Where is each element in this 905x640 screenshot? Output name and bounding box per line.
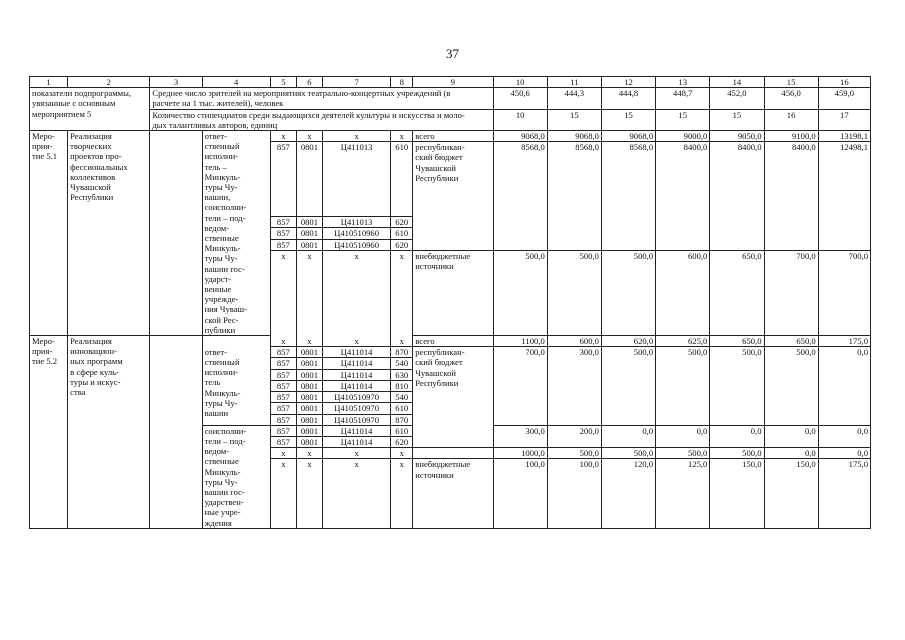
- code-cell: х: [391, 336, 413, 347]
- table-cell: х: [270, 459, 296, 528]
- value-cell: 8400,0: [710, 142, 764, 251]
- header-row: [30, 77, 871, 88]
- table-body: [30, 77, 871, 529]
- code-cell: Ц410510970: [322, 392, 390, 403]
- code-cell: 857: [270, 239, 296, 250]
- value-cell: 1000,0: [493, 448, 547, 459]
- table-cell: х: [322, 250, 390, 335]
- value-cell: 0,0: [818, 347, 870, 425]
- table-cell: х: [391, 459, 413, 528]
- table-cell: [150, 131, 202, 336]
- value-cell: 16: [764, 109, 818, 130]
- column-number: 4: [202, 77, 270, 88]
- value-cell: 8568,0: [547, 142, 601, 251]
- indicator-row: [30, 109, 871, 130]
- value-cell: 456,0: [764, 88, 818, 109]
- value-cell: 125,0: [656, 459, 710, 528]
- code-cell: 540: [391, 392, 413, 403]
- code-cell: Ц411014: [322, 347, 390, 358]
- value-cell: 500,0: [547, 250, 601, 335]
- code-cell: 857: [270, 358, 296, 369]
- value-cell: 15: [547, 109, 601, 130]
- measure-row: [30, 131, 871, 142]
- table-cell: [202, 336, 270, 347]
- code-cell: х: [270, 336, 296, 347]
- code-cell: х: [270, 448, 296, 459]
- value-cell: 150,0: [764, 459, 818, 528]
- value-cell: 12498,1: [818, 142, 870, 251]
- value-cell: 620,0: [601, 336, 655, 347]
- value-cell: 150,0: [710, 459, 764, 528]
- value-cell: 459,0: [818, 88, 870, 109]
- code-cell: 0801: [296, 347, 322, 358]
- value-cell: 15: [710, 109, 764, 130]
- code-cell: 620: [391, 239, 413, 250]
- value-cell: 450,6: [493, 88, 547, 109]
- table-cell: х: [391, 250, 413, 335]
- column-number: 3: [150, 77, 202, 88]
- code-cell: 0801: [296, 425, 322, 436]
- value-cell: 500,0: [493, 250, 547, 335]
- code-cell: 630: [391, 369, 413, 380]
- code-cell: 0801: [296, 228, 322, 239]
- responsible: ответ- ственный исполни- тель – Минкуль- туры Чу- вашии, соисполни- тели – под- ведом- ственные Минкуль- туры Чу- вашии гос- ударст- венные учрежде- ния Чуваш- ской Рес- публики: [202, 131, 270, 336]
- code-cell: 610: [391, 403, 413, 414]
- value-cell: 120,0: [601, 459, 655, 528]
- code-cell: х: [322, 336, 390, 347]
- value-cell: 300,0: [493, 425, 547, 447]
- column-number: 6: [296, 77, 322, 88]
- code-cell: 0801: [296, 142, 322, 217]
- value-cell: 0,0: [710, 425, 764, 447]
- code-cell: 0801: [296, 403, 322, 414]
- column-number: 5: [270, 77, 296, 88]
- value-cell: 8400,0: [656, 142, 710, 251]
- code-cell: 857: [270, 347, 296, 358]
- table-cell: х: [270, 250, 296, 335]
- value-cell: 9000,0: [656, 131, 710, 142]
- column-number: 11: [547, 77, 601, 88]
- code-cell: 857: [270, 403, 296, 414]
- code-cell: 610: [391, 425, 413, 436]
- indicator-row: [30, 88, 871, 109]
- value-cell: 500,0: [547, 448, 601, 459]
- value-cell: 700,0: [493, 347, 547, 425]
- code-cell: 620: [391, 217, 413, 228]
- value-cell: 500,0: [764, 347, 818, 425]
- value-cell: 8568,0: [601, 142, 655, 251]
- code-cell: 0801: [296, 392, 322, 403]
- value-cell: 9100,0: [764, 131, 818, 142]
- value-cell: 0,0: [764, 425, 818, 447]
- code-cell: х: [391, 131, 413, 142]
- code-cell: 620: [391, 436, 413, 447]
- value-cell: 175,0: [818, 336, 870, 347]
- value-cell: 9050,0: [710, 131, 764, 142]
- responsible: соисполни- тели – под- ведом- ственные Минкуль- туры Чу- вашии гос- ударствен- ные учре- ждения: [202, 425, 270, 528]
- code-cell: 857: [270, 228, 296, 239]
- column-number: 9: [413, 77, 493, 88]
- measure-name: Меро- прия- тие 5.2: [30, 336, 68, 529]
- code-cell: 610: [391, 142, 413, 217]
- code-cell: Ц411014: [322, 425, 390, 436]
- code-cell: Ц411014: [322, 380, 390, 391]
- column-number: 12: [601, 77, 655, 88]
- value-cell: 500,0: [601, 250, 655, 335]
- value-cell: 700,0: [818, 250, 870, 335]
- column-number: 13: [656, 77, 710, 88]
- code-cell: х: [270, 131, 296, 142]
- source-cell: внебюджетные источники: [413, 459, 493, 528]
- column-number: 1: [30, 77, 68, 88]
- code-cell: 0801: [296, 414, 322, 425]
- value-cell: 10: [493, 109, 547, 130]
- code-cell: Ц411014: [322, 436, 390, 447]
- value-cell: 650,0: [710, 336, 764, 347]
- indicator-text: Количество стипендиатов среди выдающихся деятелей культуры и искусства и моло- дых талантливых авторов, единиц: [150, 109, 493, 130]
- value-cell: 500,0: [656, 347, 710, 425]
- code-cell: Ц410510970: [322, 414, 390, 425]
- value-cell: 8568,0: [493, 142, 547, 251]
- code-cell: 857: [270, 425, 296, 436]
- value-cell: 500,0: [656, 448, 710, 459]
- measure-name: Меро- прия- тие 5.1: [30, 131, 68, 336]
- table-cell: х: [296, 250, 322, 335]
- code-cell: 857: [270, 414, 296, 425]
- indicator-label: показатели подпрограммы, увязанные с основным мероприятием 5: [30, 88, 150, 131]
- code-cell: 540: [391, 358, 413, 369]
- code-cell: Ц410510960: [322, 239, 390, 250]
- measure-description: Реализация инновацион- ных программ в сфере куль- туры и искус- ства: [68, 336, 150, 529]
- column-number: 15: [764, 77, 818, 88]
- value-cell: 100,0: [547, 459, 601, 528]
- value-cell: 0,0: [601, 425, 655, 447]
- measure-description: Реализация творческих проектов про- фессиональных коллективов Чувашской Республики: [68, 131, 150, 336]
- value-cell: 100,0: [493, 459, 547, 528]
- code-cell: х: [296, 336, 322, 347]
- value-cell: 500,0: [601, 347, 655, 425]
- code-cell: Ц411014: [322, 369, 390, 380]
- page-number: 37: [446, 46, 459, 61]
- value-cell: 600,0: [547, 336, 601, 347]
- code-cell: 610: [391, 228, 413, 239]
- value-cell: 200,0: [547, 425, 601, 447]
- code-cell: 0801: [296, 217, 322, 228]
- code-cell: Ц411013: [322, 142, 390, 217]
- source-cell: всего: [413, 131, 493, 142]
- table-cell: [150, 336, 202, 529]
- source-cell: внебюджетные источники: [413, 250, 493, 335]
- code-cell: х: [322, 448, 390, 459]
- code-cell: х: [296, 448, 322, 459]
- value-cell: 0,0: [656, 425, 710, 447]
- source-cell: всего: [413, 336, 493, 347]
- code-cell: х: [391, 448, 413, 459]
- code-cell: Ц411014: [322, 358, 390, 369]
- program-table: [29, 76, 871, 529]
- code-cell: 857: [270, 436, 296, 447]
- value-cell: 444,8: [601, 88, 655, 109]
- column-number: 10: [493, 77, 547, 88]
- value-cell: 500,0: [710, 347, 764, 425]
- value-cell: 600,0: [656, 250, 710, 335]
- value-cell: 500,0: [710, 448, 764, 459]
- value-cell: 8400,0: [764, 142, 818, 251]
- value-cell: 500,0: [601, 448, 655, 459]
- code-cell: 857: [270, 217, 296, 228]
- value-cell: 700,0: [764, 250, 818, 335]
- code-cell: х: [322, 131, 390, 142]
- source-cell: республикан- ский бюджет Чувашской Республики: [413, 347, 493, 448]
- code-cell: 870: [391, 414, 413, 425]
- value-cell: 448,7: [656, 88, 710, 109]
- value-cell: 0,0: [818, 425, 870, 447]
- column-number: 8: [391, 77, 413, 88]
- column-number: 14: [710, 77, 764, 88]
- code-cell: 870: [391, 347, 413, 358]
- table-cell: х: [296, 459, 322, 528]
- code-cell: 0801: [296, 358, 322, 369]
- value-cell: 175,0: [818, 459, 870, 528]
- code-cell: 857: [270, 142, 296, 217]
- value-cell: 15: [656, 109, 710, 130]
- source-cell: республикан- ский бюджет Чувашской Республики: [413, 142, 493, 251]
- value-cell: 9068,0: [547, 131, 601, 142]
- value-cell: 650,0: [710, 250, 764, 335]
- column-number: 7: [322, 77, 390, 88]
- value-cell: 1100,0: [493, 336, 547, 347]
- value-cell: 300,0: [547, 347, 601, 425]
- measure-row: [30, 336, 871, 347]
- code-cell: Ц411013: [322, 217, 390, 228]
- value-cell: 650,0: [764, 336, 818, 347]
- value-cell: 13198,1: [818, 131, 870, 142]
- value-cell: 452,0: [710, 88, 764, 109]
- code-cell: 0801: [296, 369, 322, 380]
- value-cell: 9068,0: [601, 131, 655, 142]
- column-number: 16: [818, 77, 870, 88]
- code-cell: 0801: [296, 239, 322, 250]
- code-cell: 0801: [296, 380, 322, 391]
- table-cell: [413, 448, 493, 459]
- indicator-text: Среднее число зрителей на мероприятиях театрально-концертных учреждений (в расчете на 1 тыс. жителей), человек: [150, 88, 493, 109]
- value-cell: 444,3: [547, 88, 601, 109]
- value-cell: 15: [601, 109, 655, 130]
- code-cell: х: [296, 131, 322, 142]
- value-cell: 9068,0: [493, 131, 547, 142]
- code-cell: Ц410510970: [322, 403, 390, 414]
- column-number: 2: [68, 77, 150, 88]
- code-cell: 857: [270, 369, 296, 380]
- value-cell: 17: [818, 109, 870, 130]
- value-cell: 0,0: [764, 448, 818, 459]
- code-cell: Ц410510960: [322, 228, 390, 239]
- code-cell: 857: [270, 392, 296, 403]
- table-cell: х: [322, 459, 390, 528]
- value-cell: 0,0: [818, 448, 870, 459]
- code-cell: 857: [270, 380, 296, 391]
- code-cell: 0801: [296, 436, 322, 447]
- code-cell: 810: [391, 380, 413, 391]
- value-cell: 625,0: [656, 336, 710, 347]
- responsible: ответ- ственный исполни- тель Минкуль- туры Чу- вашии: [202, 347, 270, 425]
